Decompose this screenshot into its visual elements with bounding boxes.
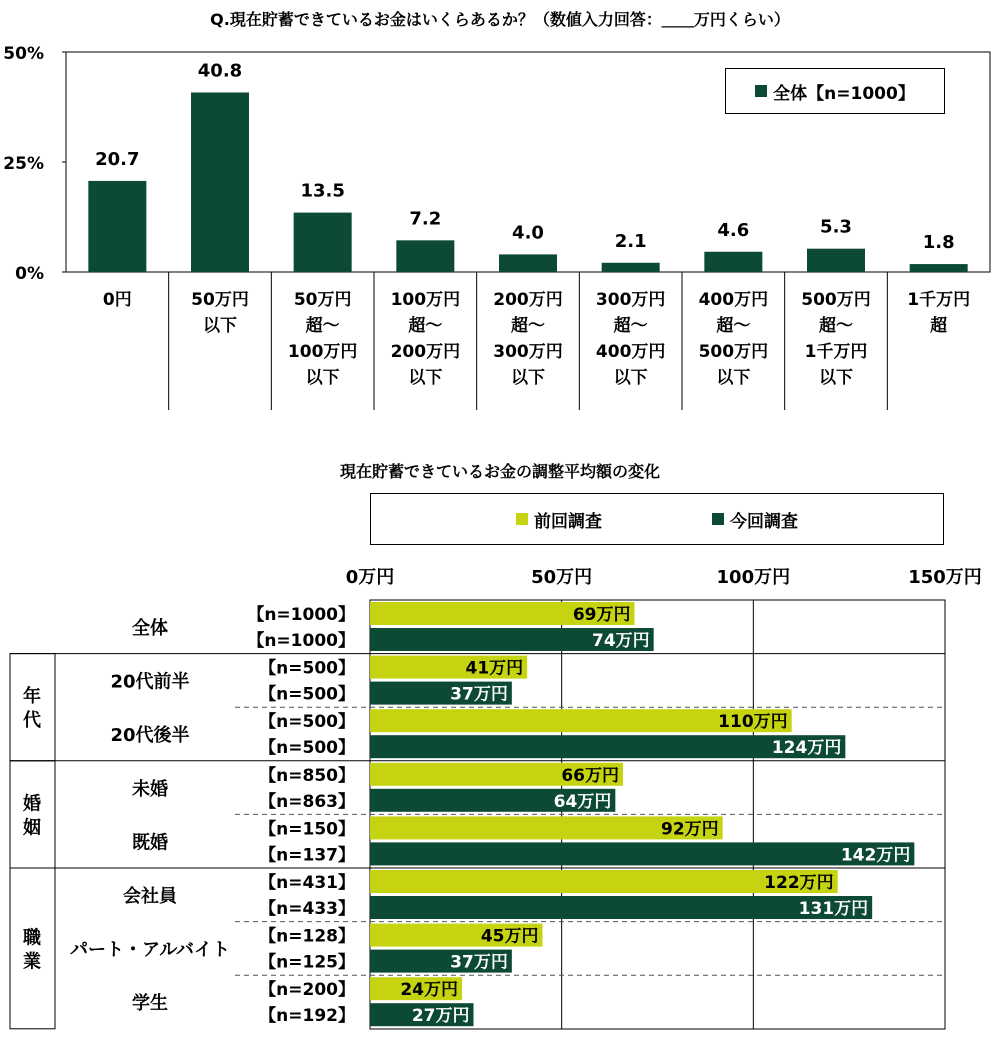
chart1-category-label: 100万円 [390, 290, 461, 310]
chart2-sample-size: 【n=1000】 [247, 605, 355, 625]
chart1-category-label: 300万円 [493, 342, 563, 362]
chart1-category-label: 以下 [408, 368, 443, 388]
chart2-data-label-previous: 110万円 [718, 712, 788, 733]
chart1-category-label: 1千万円 [804, 342, 868, 362]
chart2-row-label: 全体 [132, 618, 168, 639]
chart2-data-label-current: 27万円 [411, 1006, 470, 1027]
chart1-category-label: 超～ [819, 316, 853, 336]
chart1-category-label: 50万円 [191, 290, 249, 310]
chart1-category-label: 以下 [305, 368, 340, 388]
legend-item-current [712, 507, 798, 532]
chart1-bar [602, 263, 660, 272]
chart2-sample-size: 【n=128】 [259, 926, 355, 947]
chart1-data-label: 4.6 [717, 219, 750, 241]
chart2-sample-size: 【n=125】 [259, 952, 355, 973]
chart2-data-label-current: 124万円 [771, 738, 842, 759]
chart2-bar-current [370, 896, 872, 919]
chart1-y-tick: 0% [15, 264, 44, 284]
chart2-row-label: 20代後半 [110, 725, 190, 747]
chart1-bar [396, 240, 454, 272]
chart2-x-tick: 100万円 [716, 567, 791, 588]
chart1-bar [807, 249, 865, 272]
chart2-title: 現在貯蓄できているお金の調整平均額の変化 [339, 462, 661, 481]
chart1-category-label: 500万円 [698, 342, 769, 362]
chart2-sample-size: 【n=863】 [259, 791, 355, 812]
chart1-data-label: 13.5 [300, 180, 345, 202]
chart2-row-label: 未婚 [132, 778, 168, 800]
chart1-category-label: 300万円 [595, 290, 666, 310]
chart2-data-label-previous: 45万円 [480, 926, 539, 947]
chart1-bar [910, 264, 968, 272]
chart1-data-label: 2.1 [614, 230, 647, 252]
chart2-sample-size: 【n=200】 [259, 980, 355, 1001]
chart2-sample-size: 【n=433】 [259, 899, 355, 919]
chart2-sample-size: 【n=500】 [259, 712, 355, 733]
chart2-row-label: 会社員 [123, 886, 177, 907]
chart1-category-label: 200万円 [390, 342, 461, 362]
chart1-category-label: 超～ [305, 316, 340, 336]
chart2-data-label-current: 37万円 [450, 952, 508, 973]
chart1-category-label: 400万円 [698, 290, 769, 310]
chart2-data-label-previous: 41万円 [465, 658, 524, 679]
legend-item-previous [516, 507, 602, 532]
chart2-sample-size: 【n=500】 [259, 684, 355, 705]
chart2-data-label-previous: 24万円 [400, 980, 458, 1001]
chart1-category-label: 以下 [203, 316, 237, 336]
chart2-data-label-current: 37万円 [450, 684, 508, 705]
chart2-sample-size: 【n=500】 [259, 738, 355, 759]
legend-swatch-total [755, 85, 767, 97]
chart2-row-label: パート・アルバイト [69, 939, 231, 961]
chart1-bar [704, 252, 762, 272]
chart2-data-label-previous: 66万円 [561, 765, 619, 786]
chart1-category-label: 500万円 [801, 290, 871, 310]
chart2-category-label: 年代 [23, 686, 41, 732]
distribution-bar-chart [0, 0, 1000, 420]
chart1-data-label: 40.8 [197, 60, 243, 82]
chart2-sample-size: 【n=1000】 [247, 631, 355, 651]
chart2-data-label-current: 74万円 [591, 631, 650, 651]
chart2-bar-current [370, 842, 914, 865]
chart2-sample-size: 【n=431】 [259, 873, 355, 893]
chart1-category-label: 50万円 [293, 290, 352, 310]
chart1-category-label: 0円 [102, 290, 132, 310]
chart2-legend [370, 493, 944, 545]
chart2-x-tick: 150万円 [908, 567, 982, 588]
chart1-category-label: 超～ [613, 316, 648, 336]
chart2-data-label-previous: 69万円 [572, 605, 631, 625]
chart1-category-label: 100万円 [287, 342, 358, 362]
chart1-title: Q.現在貯蓄できているお金はいくらあるか？（数値入力回答：＿＿万円くらい） [210, 10, 790, 29]
chart1-data-label: 20.7 [95, 148, 140, 170]
chart1-category-label: 1千万円 [907, 290, 971, 310]
chart2-category-label: 婚姻 [23, 793, 41, 839]
chart2-category-label: 職業 [23, 927, 41, 973]
chart1-category-label: 200万円 [493, 290, 563, 310]
chart2-row-label: 20代前半 [110, 671, 190, 693]
chart2-x-tick: 0万円 [345, 567, 395, 588]
chart1-bar [191, 92, 249, 272]
chart2-sample-size: 【n=137】 [259, 845, 355, 866]
chart1-category-label: 以下 [716, 368, 751, 388]
legend-swatch-previous [516, 513, 528, 525]
chart2-sample-size: 【n=500】 [259, 658, 355, 679]
chart2-sample-size: 【n=150】 [259, 819, 355, 840]
chart1-y-tick: 50% [3, 44, 44, 64]
chart1-data-label: 5.3 [820, 216, 852, 238]
chart1-category-label: 400万円 [595, 342, 666, 362]
chart2-row-label: 既婚 [132, 832, 168, 854]
chart1-bar [499, 254, 557, 272]
chart1-category-label: 以下 [511, 368, 545, 388]
chart2-data-label-current: 64万円 [553, 791, 612, 812]
chart1-data-label: 1.8 [922, 232, 955, 254]
chart2-sample-size: 【n=192】 [259, 1006, 355, 1027]
legend-swatch-current [712, 513, 724, 525]
chart1-category-label: 超～ [511, 316, 545, 336]
chart1-category-label: 超～ [408, 316, 443, 336]
chart2-data-label-current: 142万円 [840, 845, 911, 866]
chart1-bar [88, 181, 146, 272]
chart1-bar [294, 213, 352, 272]
chart2-data-label-current: 131万円 [798, 899, 869, 919]
legend-label-total: 全体【n=1000】 [773, 83, 915, 104]
chart1-category-label: 以下 [613, 368, 648, 388]
chart2-x-tick: 50万円 [531, 567, 593, 588]
chart2-sample-size: 【n=850】 [259, 765, 355, 786]
chart2-data-label-previous: 92万円 [660, 819, 719, 840]
chart1-data-label: 4.0 [512, 222, 544, 244]
chart2-row-label: 学生 [132, 993, 168, 1015]
chart1-y-tick: 25% [3, 154, 44, 174]
chart1-legend [725, 68, 945, 114]
chart1-data-label: 7.2 [409, 208, 442, 230]
chart1-category-label: 超 [930, 316, 948, 336]
legend-label-current: 今回調査 [730, 511, 798, 532]
legend-item-total [755, 79, 915, 104]
chart1-category-label: 超～ [716, 316, 751, 336]
chart2-data-label-previous: 122万円 [764, 873, 834, 893]
chart1-category-label: 以下 [819, 368, 853, 388]
legend-label-previous: 前回調査 [534, 511, 602, 532]
